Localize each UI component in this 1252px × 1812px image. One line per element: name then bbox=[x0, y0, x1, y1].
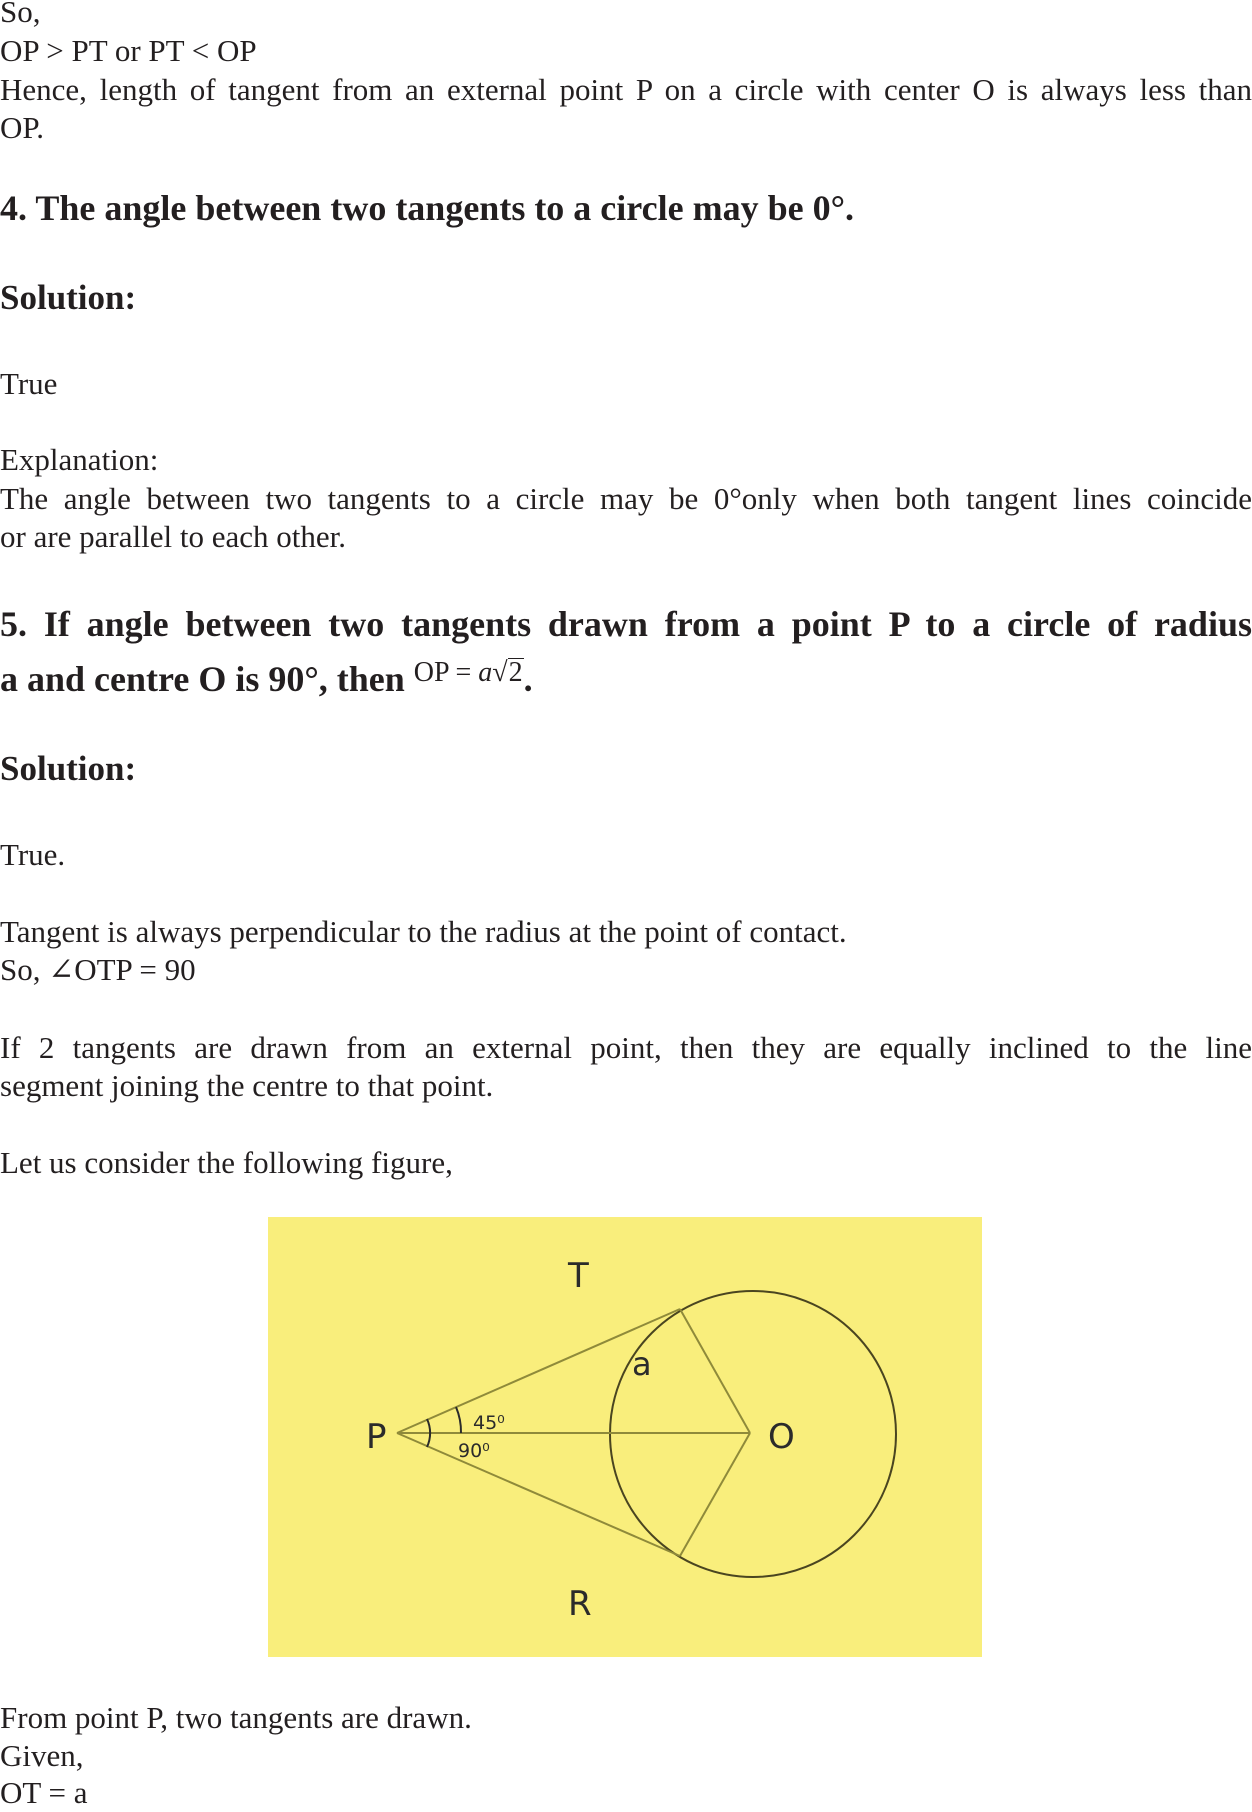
label-t: T bbox=[568, 1256, 589, 1296]
tangent-figure bbox=[268, 1217, 982, 1657]
text-line: So, ∠OTP = 90 bbox=[0, 952, 196, 987]
text-line: So, bbox=[0, 0, 41, 29]
label-o: O bbox=[768, 1417, 795, 1457]
heading-text: a and centre O is 90°, then bbox=[0, 659, 414, 699]
solution-label: Solution: bbox=[0, 749, 137, 788]
text-line: OP > PT or PT < OP bbox=[0, 33, 257, 68]
text-line: If 2 tangents are drawn from an external point, then they are equally inclined to the line bbox=[0, 1030, 1252, 1065]
text-line: OT = a bbox=[0, 1775, 88, 1810]
text-line: The angle between two tangents to a circle may be 0°only when both tangent lines coincide bbox=[0, 481, 1252, 516]
question-5-heading-line1: 5. If angle between two tangents drawn from a point P to a circle of radius bbox=[0, 604, 1252, 644]
text-line: or are parallel to each other. bbox=[0, 519, 346, 554]
tangent-diagram bbox=[268, 1217, 982, 1657]
explanation-label: Explanation: bbox=[0, 442, 159, 477]
text-line: Hence, length of tangent from an external point P on a circle with center O is always less than bbox=[0, 72, 1252, 107]
question-4-heading: 4. The angle between two tangents to a circle may be 0°. bbox=[0, 188, 854, 228]
math-expression: OP = a√2 bbox=[413, 657, 523, 688]
text-line: segment joining the centre to that point. bbox=[0, 1068, 494, 1103]
label-p: P bbox=[366, 1417, 387, 1457]
text-line: Let us consider the following figure, bbox=[0, 1145, 453, 1180]
answer-text: True. bbox=[0, 837, 66, 872]
text-line: Tangent is always perpendicular to the radius at the point of contact. bbox=[0, 914, 847, 949]
label-45-degrees: 45⁰ bbox=[473, 1412, 505, 1434]
answer-text: True bbox=[0, 366, 58, 401]
text-line: From point P, two tangents are drawn. bbox=[0, 1700, 472, 1735]
label-r: R bbox=[568, 1584, 592, 1624]
label-radius-a: a bbox=[632, 1345, 652, 1383]
question-5-heading-line2: a and centre O is 90°, then $^{OP = a√2}$. bbox=[0, 657, 533, 699]
text-line: OP. bbox=[0, 110, 44, 145]
label-90-degrees: 90⁰ bbox=[458, 1440, 490, 1462]
solution-label: Solution: bbox=[0, 278, 137, 317]
text-line: Given, bbox=[0, 1738, 84, 1773]
